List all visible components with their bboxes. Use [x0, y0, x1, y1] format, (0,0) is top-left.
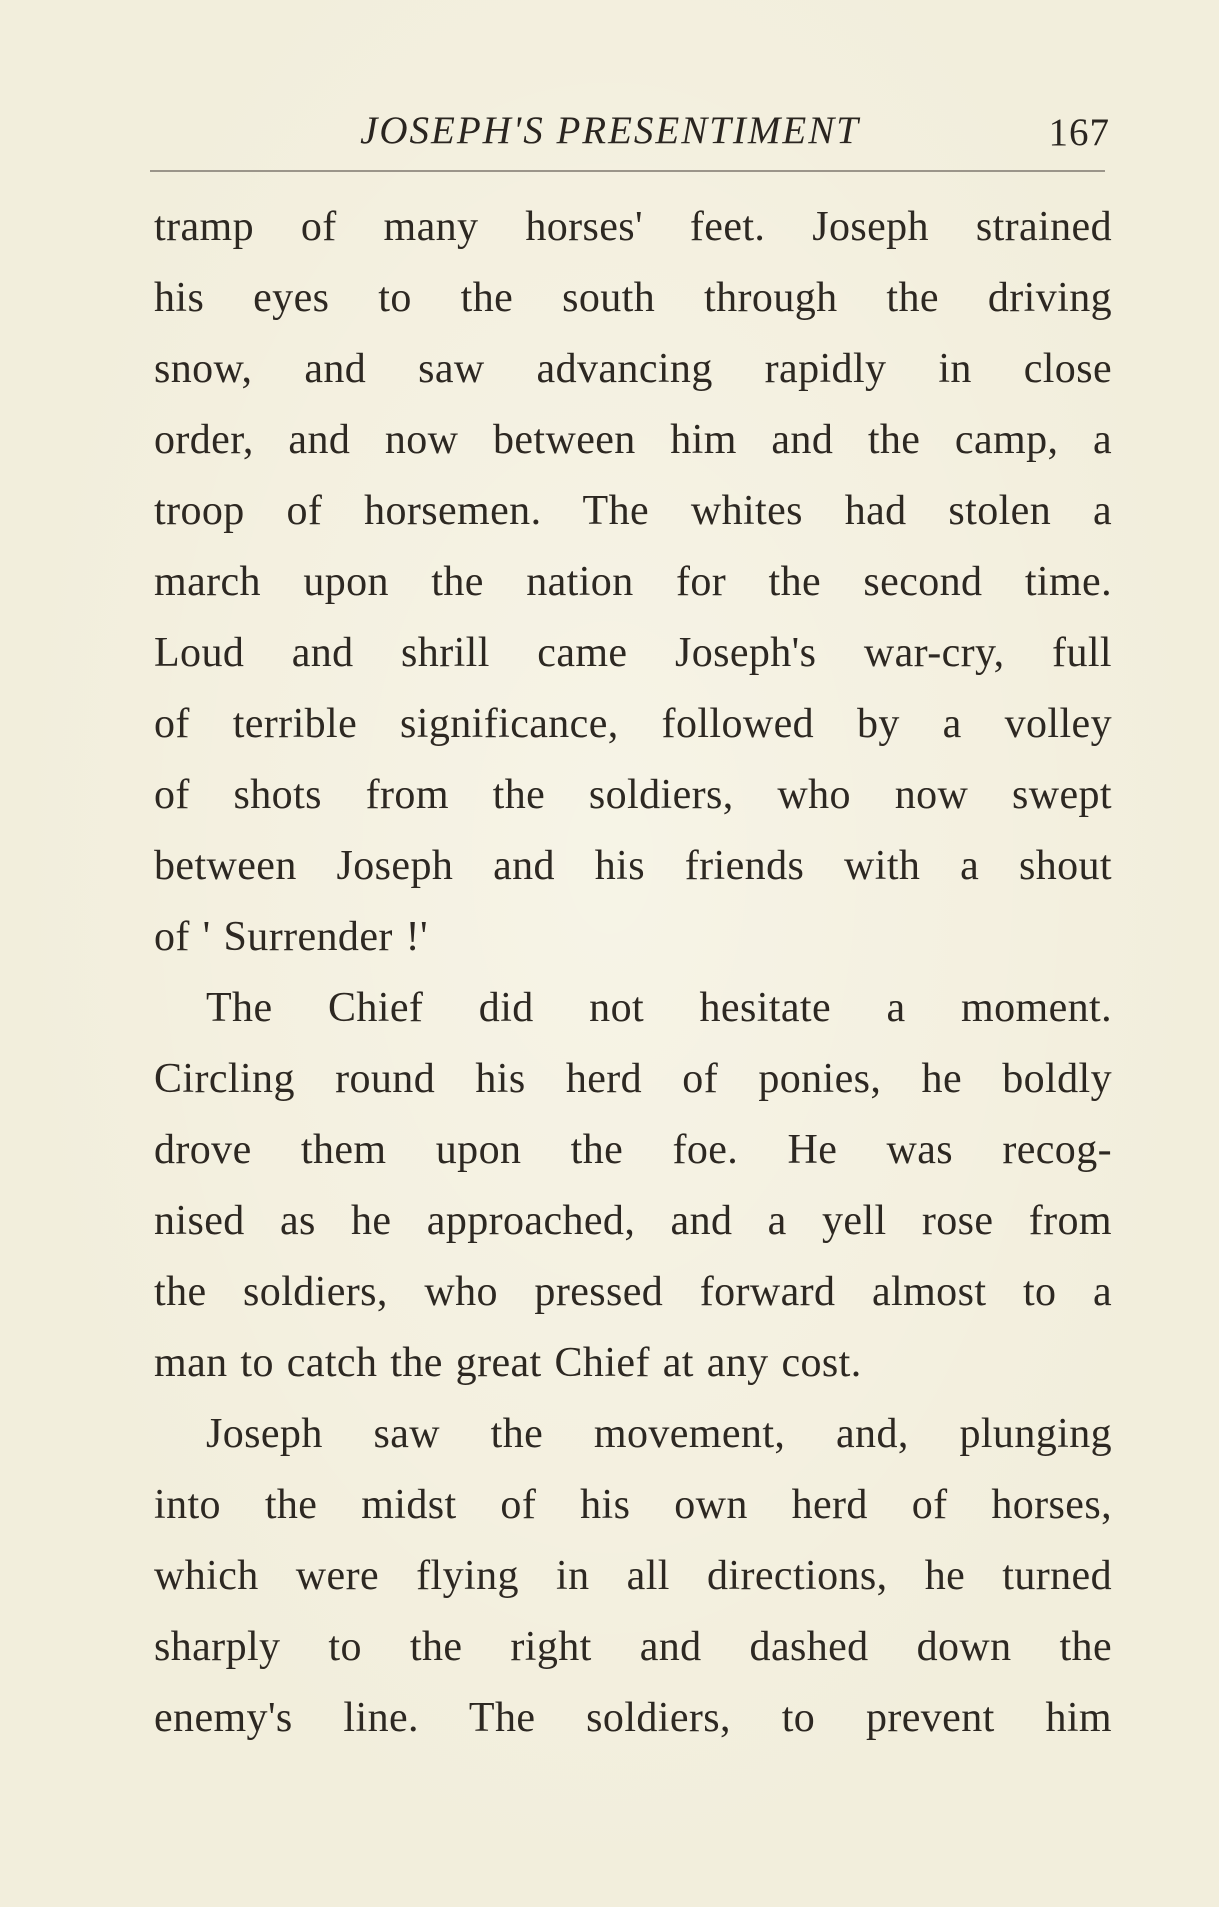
text-line: between Joseph and his friends with a shout — [154, 843, 1112, 889]
text-line: of terrible significance, followed by a volley — [154, 701, 1112, 747]
text-line: Loud and shrill came Joseph's war-cry, full — [154, 630, 1112, 676]
running-title: JOSEPH'S PRESENTIMENT — [360, 109, 860, 152]
page-number: 167 — [1048, 111, 1110, 154]
text-line: enemy's line. The soldiers, to prevent him — [154, 1695, 1112, 1741]
header-rule — [150, 170, 1105, 172]
text-line: snow, and saw advancing rapidly in close — [154, 346, 1112, 392]
text-line: of shots from the soldiers, who now swept — [154, 772, 1112, 818]
text-line: the soldiers, who pressed forward almost to a — [154, 1269, 1112, 1315]
text-line: his eyes to the south through the driving — [154, 275, 1112, 321]
running-head — [150, 102, 1110, 162]
text-line: tramp of many horses' feet. Joseph strained — [154, 204, 1112, 250]
text-line: troop of horsemen. The whites had stolen a — [154, 488, 1112, 534]
text-line: which were flying in all directions, he turned — [154, 1553, 1112, 1599]
text-line-paragraph-end: man to catch the great Chief at any cost. — [154, 1340, 862, 1386]
text-line: Circling round his herd of ponies, he boldly — [154, 1056, 1112, 1102]
body-text — [154, 192, 1112, 1754]
text-line: march upon the nation for the second time. — [154, 559, 1112, 605]
text-line-paragraph-start: The Chief did not hesitate a moment. — [206, 985, 1112, 1031]
text-line-paragraph-end: of ' Surrender !' — [154, 914, 429, 960]
text-line: drove them upon the foe. He was recog- — [154, 1127, 1112, 1173]
text-line-paragraph-start: Joseph saw the movement, and, plunging — [206, 1411, 1112, 1457]
text-line: sharply to the right and dashed down the — [154, 1624, 1112, 1670]
text-line: order, and now between him and the camp, a — [154, 417, 1112, 463]
text-line: into the midst of his own herd of horses, — [154, 1482, 1112, 1528]
text-line: nised as he approached, and a yell rose from — [154, 1198, 1112, 1244]
